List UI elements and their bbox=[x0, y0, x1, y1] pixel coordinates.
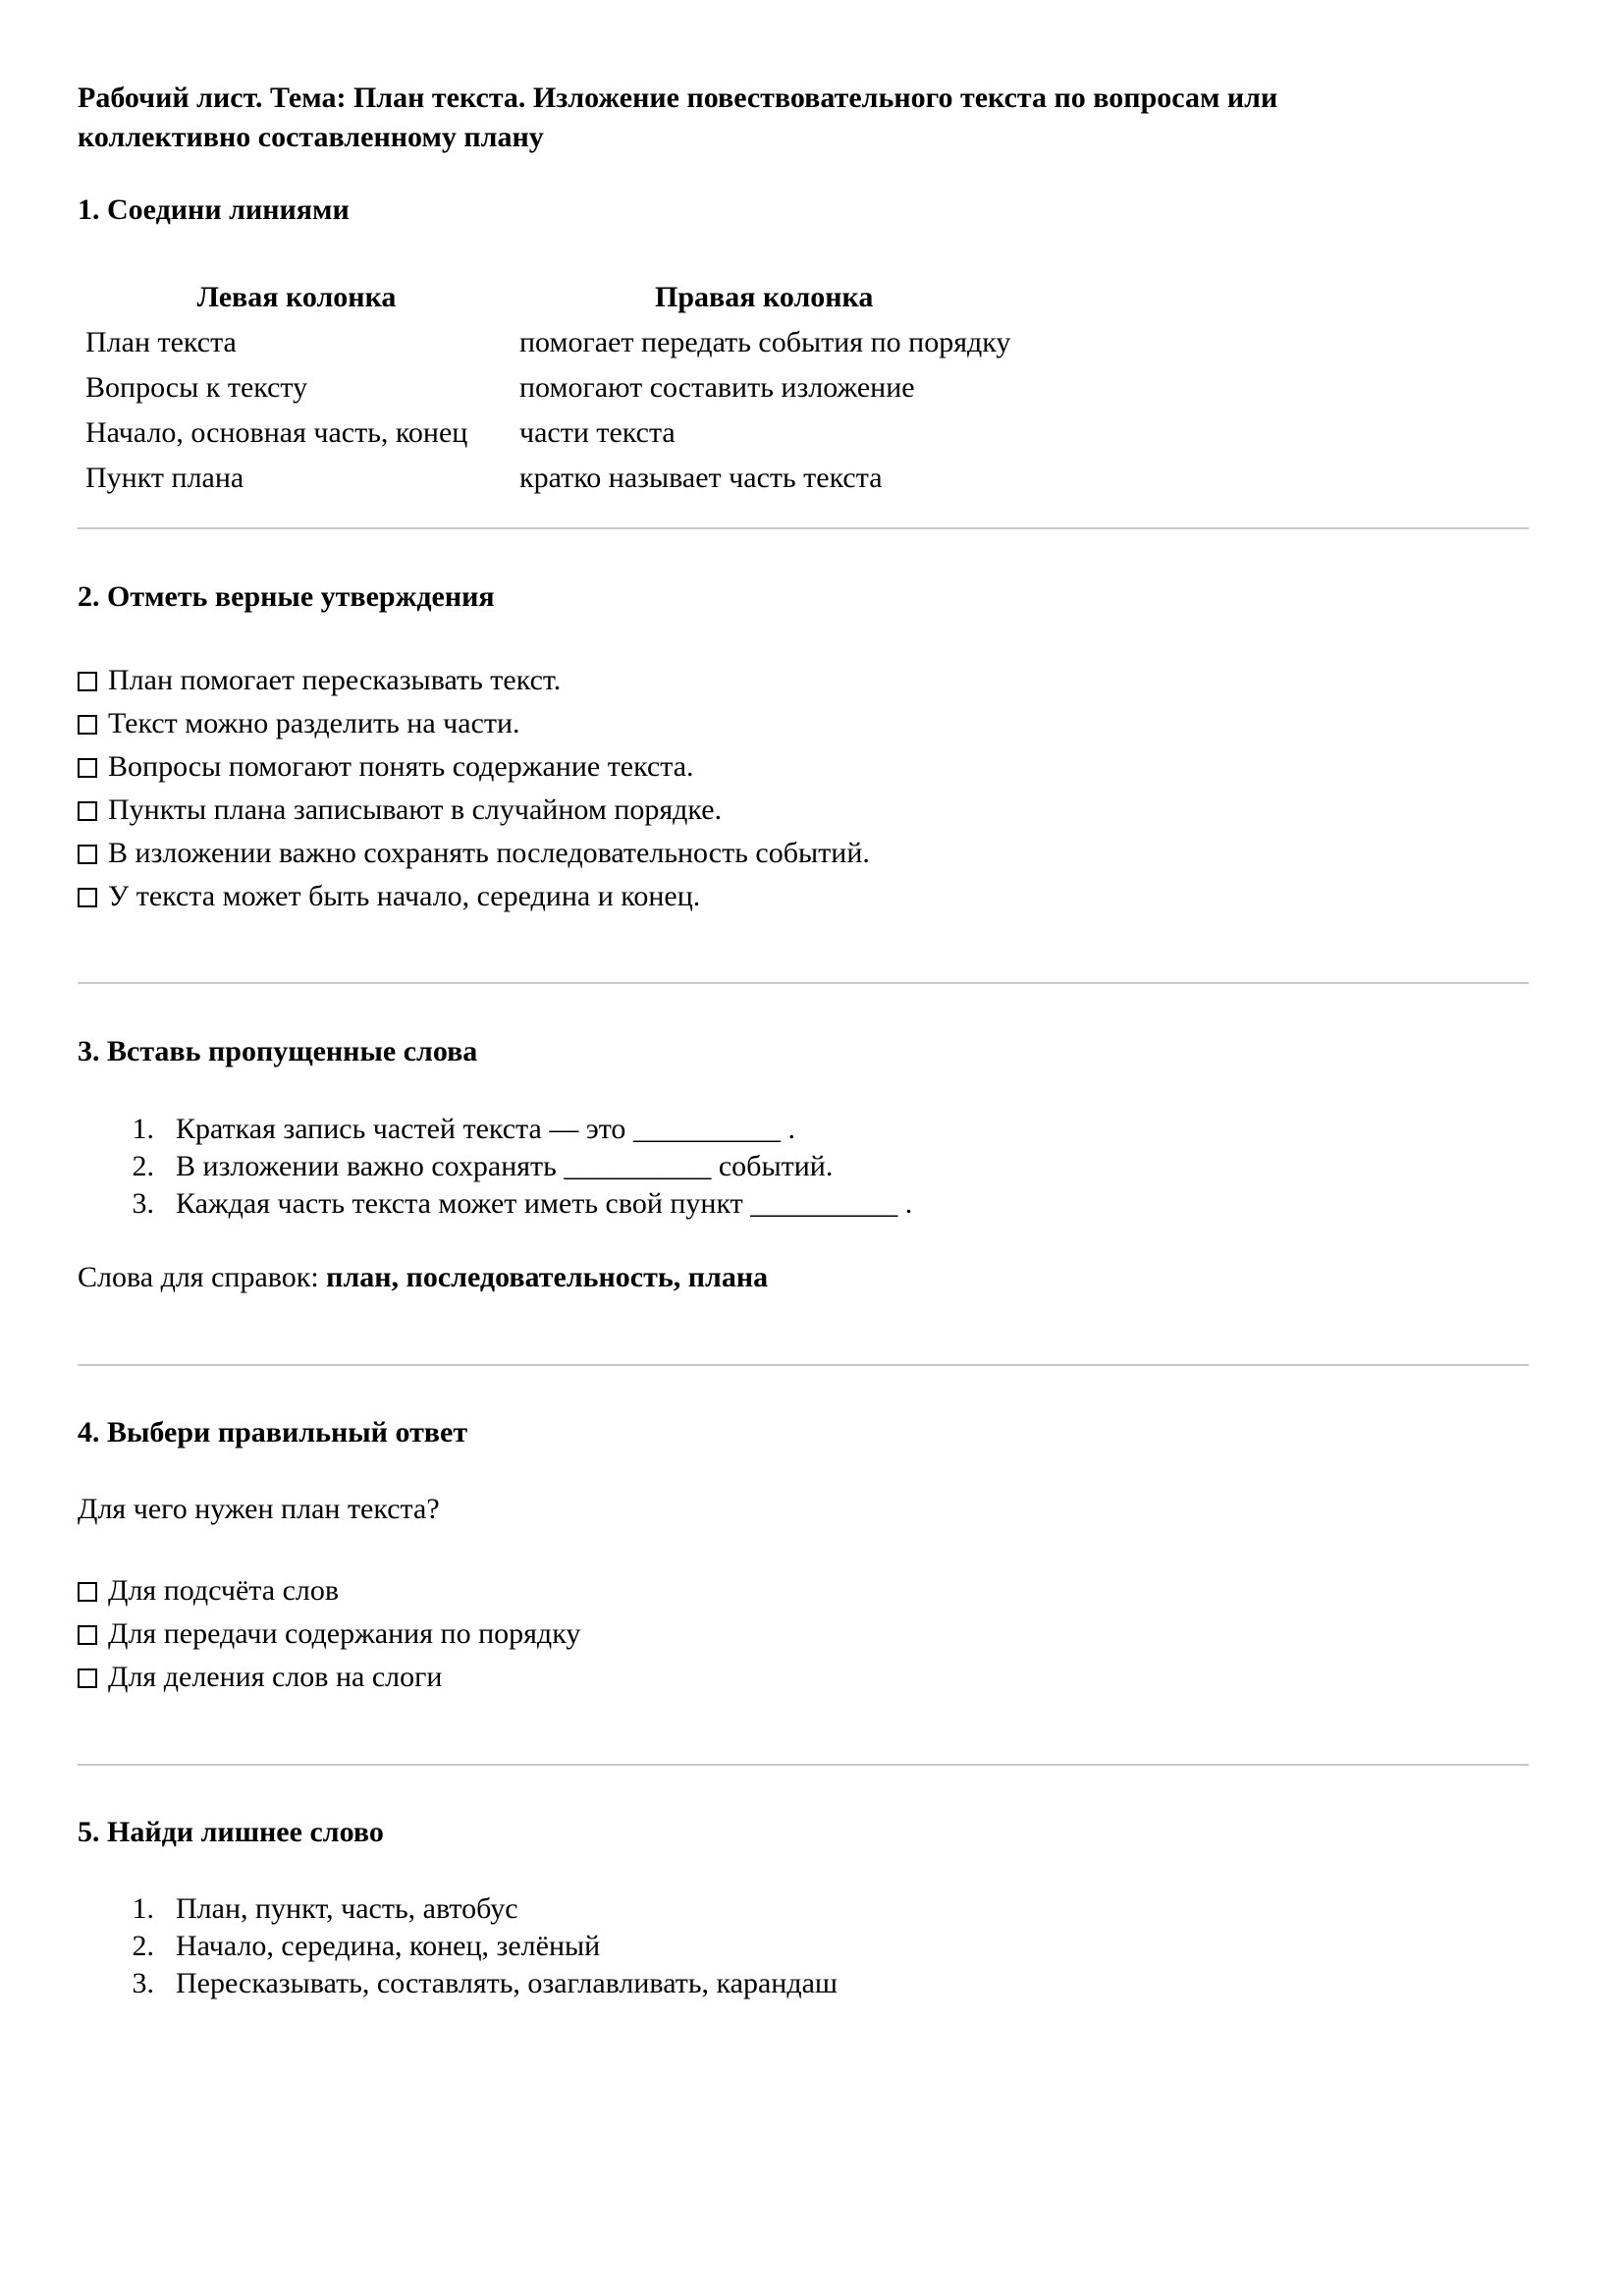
sentence-after: . bbox=[780, 1113, 795, 1145]
odd-word-text: План, пункт, часть, автобус bbox=[176, 1892, 518, 1925]
sentence-after: событий. bbox=[711, 1150, 834, 1182]
word-hint bbox=[78, 1260, 768, 1295]
checklist-item bbox=[78, 832, 870, 875]
answer-option bbox=[78, 1656, 580, 1699]
checklist-item-label: Текст можно разделить на части. bbox=[108, 707, 520, 739]
checkbox[interactable] bbox=[78, 758, 97, 778]
blank-field[interactable]: __________ bbox=[632, 1113, 781, 1145]
section1-heading: 1. Соедини линиями bbox=[78, 193, 350, 226]
odd-word-text: Начало, середина, конец, зелёный bbox=[176, 1930, 601, 1962]
checklist-item bbox=[78, 659, 870, 702]
answer-options bbox=[78, 1569, 580, 1699]
document-title-line2: коллективно составленному плану bbox=[78, 121, 544, 153]
checklist-item bbox=[78, 702, 870, 745]
odd-word-item bbox=[78, 1965, 838, 2002]
fill-in-blanks-list bbox=[78, 1111, 912, 1223]
matching-table bbox=[80, 275, 1014, 501]
item-number: 1. bbox=[132, 1113, 154, 1145]
odd-word-text: Пересказывать, составлять, озаглавливать, карандаш bbox=[176, 1967, 839, 1999]
fill-in-item bbox=[78, 1185, 912, 1223]
right-cell: кратко называет часть текста bbox=[519, 462, 883, 494]
checklist-item bbox=[78, 875, 870, 918]
section-divider bbox=[78, 1764, 1529, 1766]
checkbox[interactable] bbox=[78, 672, 97, 691]
odd-word-list bbox=[78, 1890, 838, 2002]
true-statements-checklist bbox=[78, 659, 870, 918]
section-divider bbox=[78, 982, 1529, 984]
document-title bbox=[78, 79, 1529, 157]
blank-field[interactable]: __________ bbox=[564, 1150, 712, 1182]
checkbox[interactable] bbox=[78, 888, 97, 907]
answer-option-label: Для деления слов на слоги bbox=[108, 1661, 443, 1693]
item-number: 2. bbox=[132, 1150, 154, 1182]
sentence-before: В изложении важно сохранять bbox=[176, 1150, 565, 1182]
checklist-item-label: Вопросы помогают понять содержание текста. bbox=[108, 750, 694, 783]
blank-field[interactable]: __________ bbox=[750, 1187, 898, 1220]
checklist-item bbox=[78, 789, 870, 832]
checkbox[interactable] bbox=[78, 845, 97, 864]
fill-in-item bbox=[78, 1148, 912, 1185]
left-cell: План текста bbox=[85, 326, 237, 358]
right-cell: помогает передать события по порядку bbox=[519, 326, 1011, 358]
answer-option bbox=[78, 1569, 580, 1613]
item-number: 1. bbox=[132, 1892, 154, 1925]
column-header-left: Левая колонка bbox=[196, 281, 397, 313]
section4-heading: 4. Выбери правильный ответ bbox=[78, 1416, 468, 1449]
checkbox[interactable] bbox=[78, 715, 97, 735]
checkbox[interactable] bbox=[78, 1582, 97, 1602]
table-row bbox=[80, 365, 1014, 410]
checklist-item-label: План помогает пересказывать текст. bbox=[108, 664, 562, 696]
checkbox[interactable] bbox=[78, 1668, 97, 1688]
table-row bbox=[80, 456, 1014, 501]
section5-heading: 5. Найди лишнее слово bbox=[78, 1816, 384, 1848]
right-cell: части текста bbox=[519, 416, 676, 449]
section3-heading: 3. Вставь пропущенные слова bbox=[78, 1035, 478, 1067]
word-hint-label: Слова для справок: bbox=[78, 1261, 327, 1293]
item-number: 3. bbox=[132, 1187, 154, 1220]
checklist-item-label: Пункты плана записывают в случайном порядке. bbox=[108, 793, 723, 826]
table-row bbox=[80, 410, 1014, 456]
column-header-right: Правая колонка bbox=[655, 281, 874, 313]
odd-word-item bbox=[78, 1928, 838, 1965]
question-text: Для чего нужен план текста? bbox=[78, 1493, 440, 1525]
checklist-item-label: В изложении важно сохранять последовательность событий. bbox=[108, 837, 870, 869]
sentence-before: Краткая запись частей текста — это bbox=[176, 1113, 633, 1145]
sentence-before: Каждая часть текста может иметь свой пункт bbox=[176, 1187, 751, 1220]
item-number: 3. bbox=[132, 1967, 154, 1999]
section-divider bbox=[78, 1364, 1529, 1366]
left-cell: Начало, основная часть, конец bbox=[85, 416, 468, 449]
left-cell: Пункт плана bbox=[85, 462, 244, 494]
right-cell: помогают составить изложение bbox=[519, 371, 915, 404]
left-cell: Вопросы к тексту bbox=[85, 371, 308, 404]
matching-table-header bbox=[80, 275, 1014, 320]
answer-option bbox=[78, 1613, 580, 1656]
checklist-item-label: У текста может быть начало, середина и конец. bbox=[108, 880, 701, 912]
answer-option-label: Для передачи содержания по порядку bbox=[108, 1617, 581, 1650]
section-divider bbox=[78, 527, 1529, 529]
document-title-line1: Рабочий лист. Тема: План текста. Изложение повествовательного текста по вопросам или bbox=[78, 82, 1278, 114]
answer-option-label: Для подсчёта слов bbox=[108, 1574, 340, 1607]
table-row bbox=[80, 320, 1014, 365]
checkbox[interactable] bbox=[78, 1625, 97, 1645]
word-hint-words: план, последовательность, плана bbox=[326, 1261, 769, 1293]
checklist-item bbox=[78, 745, 870, 789]
odd-word-item bbox=[78, 1890, 838, 1928]
sentence-after: . bbox=[897, 1187, 913, 1220]
checkbox[interactable] bbox=[78, 801, 97, 821]
section2-heading: 2. Отметь верные утверждения bbox=[78, 580, 495, 613]
item-number: 2. bbox=[132, 1930, 154, 1962]
fill-in-item bbox=[78, 1111, 912, 1148]
